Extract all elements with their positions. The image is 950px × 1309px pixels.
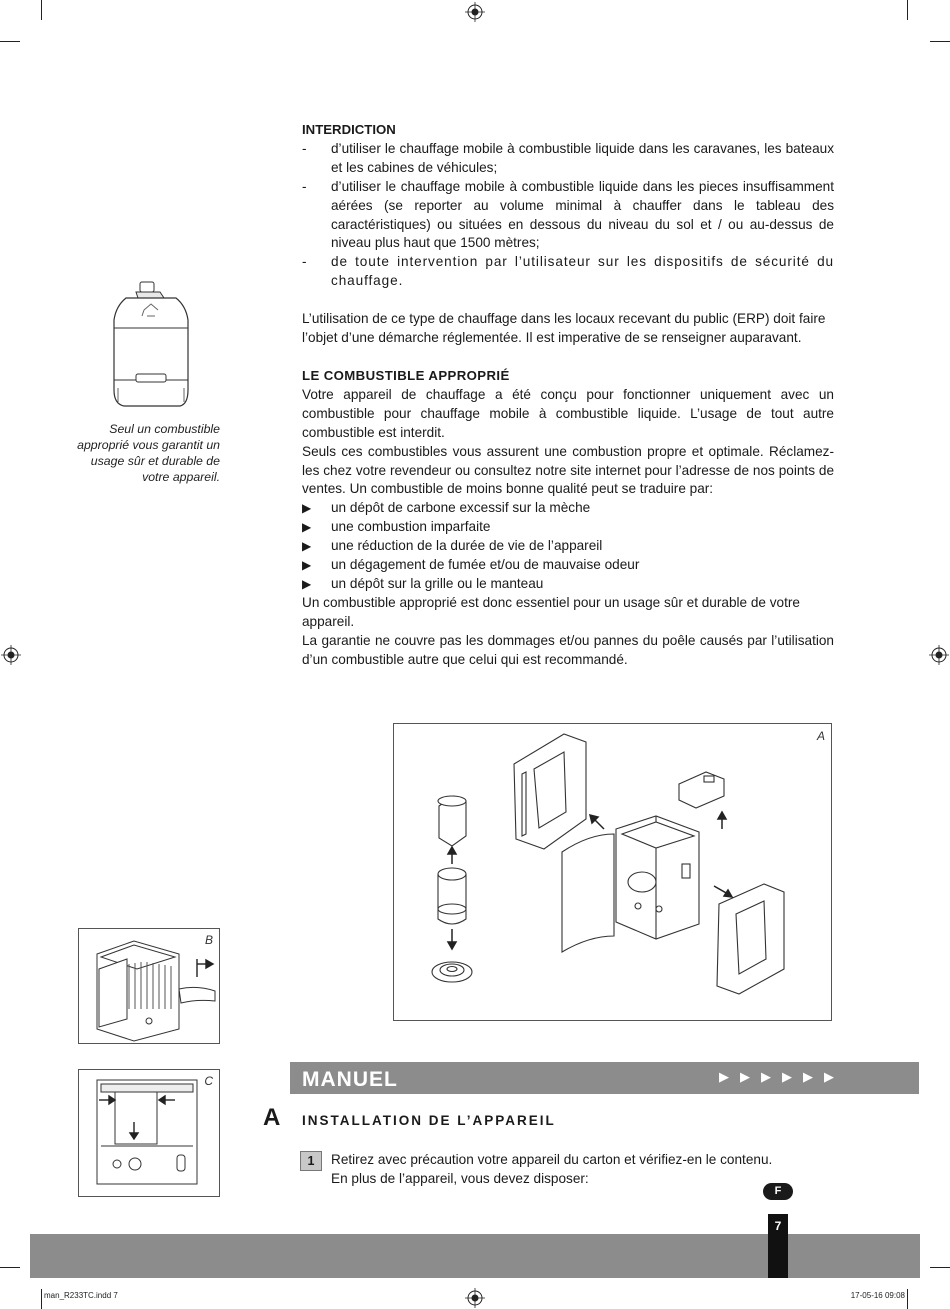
combustible-paragraph-2: Seuls ces combustibles vous assurent une combustion propre et optimale. Réclamez-les chez votre revendeur ou consultez notre site internet pour l’adresse de nos points de ventes. Un combustible de moins bonne qualité peut se traduire par: — [302, 443, 834, 497]
heater-removal-diagram — [79, 929, 219, 1043]
list-item-text: d’utiliser le chauffage mobile à combustible liquide dans les pieces insuffisamment aérées (se reporter au volume minimal à chauffer dans le tableau des caractéristiques) ou situées en dessous du niveau du sol et / ou au-dessus de niveau plus haut que 1500 mètres; — [331, 178, 834, 251]
list-item-text: un dégagement de fumée et/ou de mauvaise odeur — [331, 557, 640, 573]
list-item — [302, 178, 834, 254]
list-item — [302, 253, 834, 291]
list-item-text: une combustion imparfaite — [331, 519, 491, 535]
list-item-text: de toute intervention par l’utilisateur sur les dispositifs de sécurité du chauffage. — [331, 254, 834, 289]
step-line: Retirez avec précaution votre appareil du carton et vérifiez-en le contenu. — [331, 1152, 773, 1167]
figure-b — [78, 928, 220, 1044]
arrows-icon: ▶▶▶▶▶▶ — [719, 1069, 845, 1084]
registration-mark-icon — [1, 645, 21, 665]
list-marker: - — [302, 178, 308, 194]
crop-mark — [41, 1289, 42, 1309]
language-badge: F — [763, 1183, 793, 1200]
list-item-text: un dépôt sur la grille ou le manteau — [331, 575, 544, 591]
list-item — [302, 518, 834, 537]
combustible-heading: LE COMBUSTIBLE APPROPRIÉ — [302, 367, 510, 383]
registration-mark-icon — [465, 1288, 485, 1308]
registration-mark-icon — [929, 645, 949, 665]
list-item-text: une réduction de la durée de vie de l’appareil — [331, 538, 603, 554]
step-number-badge: 1 — [300, 1151, 322, 1171]
main-text-column — [302, 121, 834, 669]
list-item — [302, 575, 834, 594]
fuel-can-illustration — [108, 280, 194, 412]
step-text — [331, 1151, 772, 1189]
crop-mark — [41, 0, 42, 20]
section-title: INSTALLATION DE L’APPAREIL — [302, 1113, 556, 1128]
step-line: En plus de l’appareil, vous devez disposer: — [331, 1170, 589, 1186]
page-number: 7 — [768, 1214, 788, 1278]
crop-mark — [0, 1267, 20, 1268]
combustible-paragraph-3: Un combustible approprié est donc essentiel pour un usage sûr et durable de votre appareil. — [302, 594, 800, 629]
figure-c — [78, 1069, 220, 1197]
figure-label: C — [204, 1074, 213, 1088]
bullet-icon: ▶ — [302, 520, 312, 535]
list-item — [302, 499, 834, 518]
slug-date: 17-05-16 09:08 — [850, 1291, 905, 1300]
combustible-paragraph-4: La garantie ne couvre pas les dommages et/ou pannes du poêle causés par l’utilisation d’un combustible autre que celui qui est recommandé. — [302, 632, 834, 667]
bullet-icon: ▶ — [302, 501, 312, 516]
list-item-text: d’utiliser le chauffage mobile à combustible liquide dans les caravanes, les bateaux et les cabines de véhicules; — [331, 140, 834, 175]
list-item-text: un dépôt de carbone excessif sur la mèche — [331, 500, 591, 516]
list-item — [302, 140, 834, 178]
crop-mark — [907, 0, 908, 20]
figure-label: A — [816, 729, 825, 743]
figure-label: B — [204, 933, 213, 947]
heater-front-diagram — [79, 1070, 219, 1196]
combustible-paragraph-1: Votre appareil de chauffage a été conçu pour fonctionner uniquement avec un combustible pour chauffage mobile à combustible liquide. L’usage de tout autre combustible est interdit. — [302, 386, 834, 440]
registration-mark-icon — [465, 2, 485, 22]
banner-title: MANUEL — [302, 1068, 398, 1091]
interdiction-heading: INTERDICTION — [302, 122, 396, 137]
exploded-heater-diagram — [394, 724, 831, 1020]
crop-mark — [930, 41, 950, 42]
sidebar-caption: Seul un combustible approprié vous garantit un usage sûr et durable de votre appareil. — [77, 422, 220, 484]
list-marker: - — [302, 140, 307, 156]
slug-filename: man_R233TC.indd 7 — [44, 1291, 118, 1300]
bullet-icon: ▶ — [302, 539, 312, 554]
list-item — [302, 537, 834, 556]
crop-mark — [0, 41, 20, 42]
manuel-banner — [290, 1062, 919, 1094]
crop-mark — [930, 1267, 950, 1268]
section-letter: A — [263, 1104, 281, 1131]
bullet-icon: ▶ — [302, 558, 312, 573]
list-marker: - — [302, 254, 307, 270]
crop-mark — [907, 1289, 908, 1309]
list-item — [302, 556, 834, 575]
figure-a — [393, 723, 832, 1021]
bullet-icon: ▶ — [302, 576, 312, 591]
erp-paragraph: L’utilisation de ce type de chauffage dans les locaux recevant du public (ERP) doit faire l’objet d’une démarche réglementée. Il est imperative de se renseigner auparavant. — [302, 311, 826, 346]
